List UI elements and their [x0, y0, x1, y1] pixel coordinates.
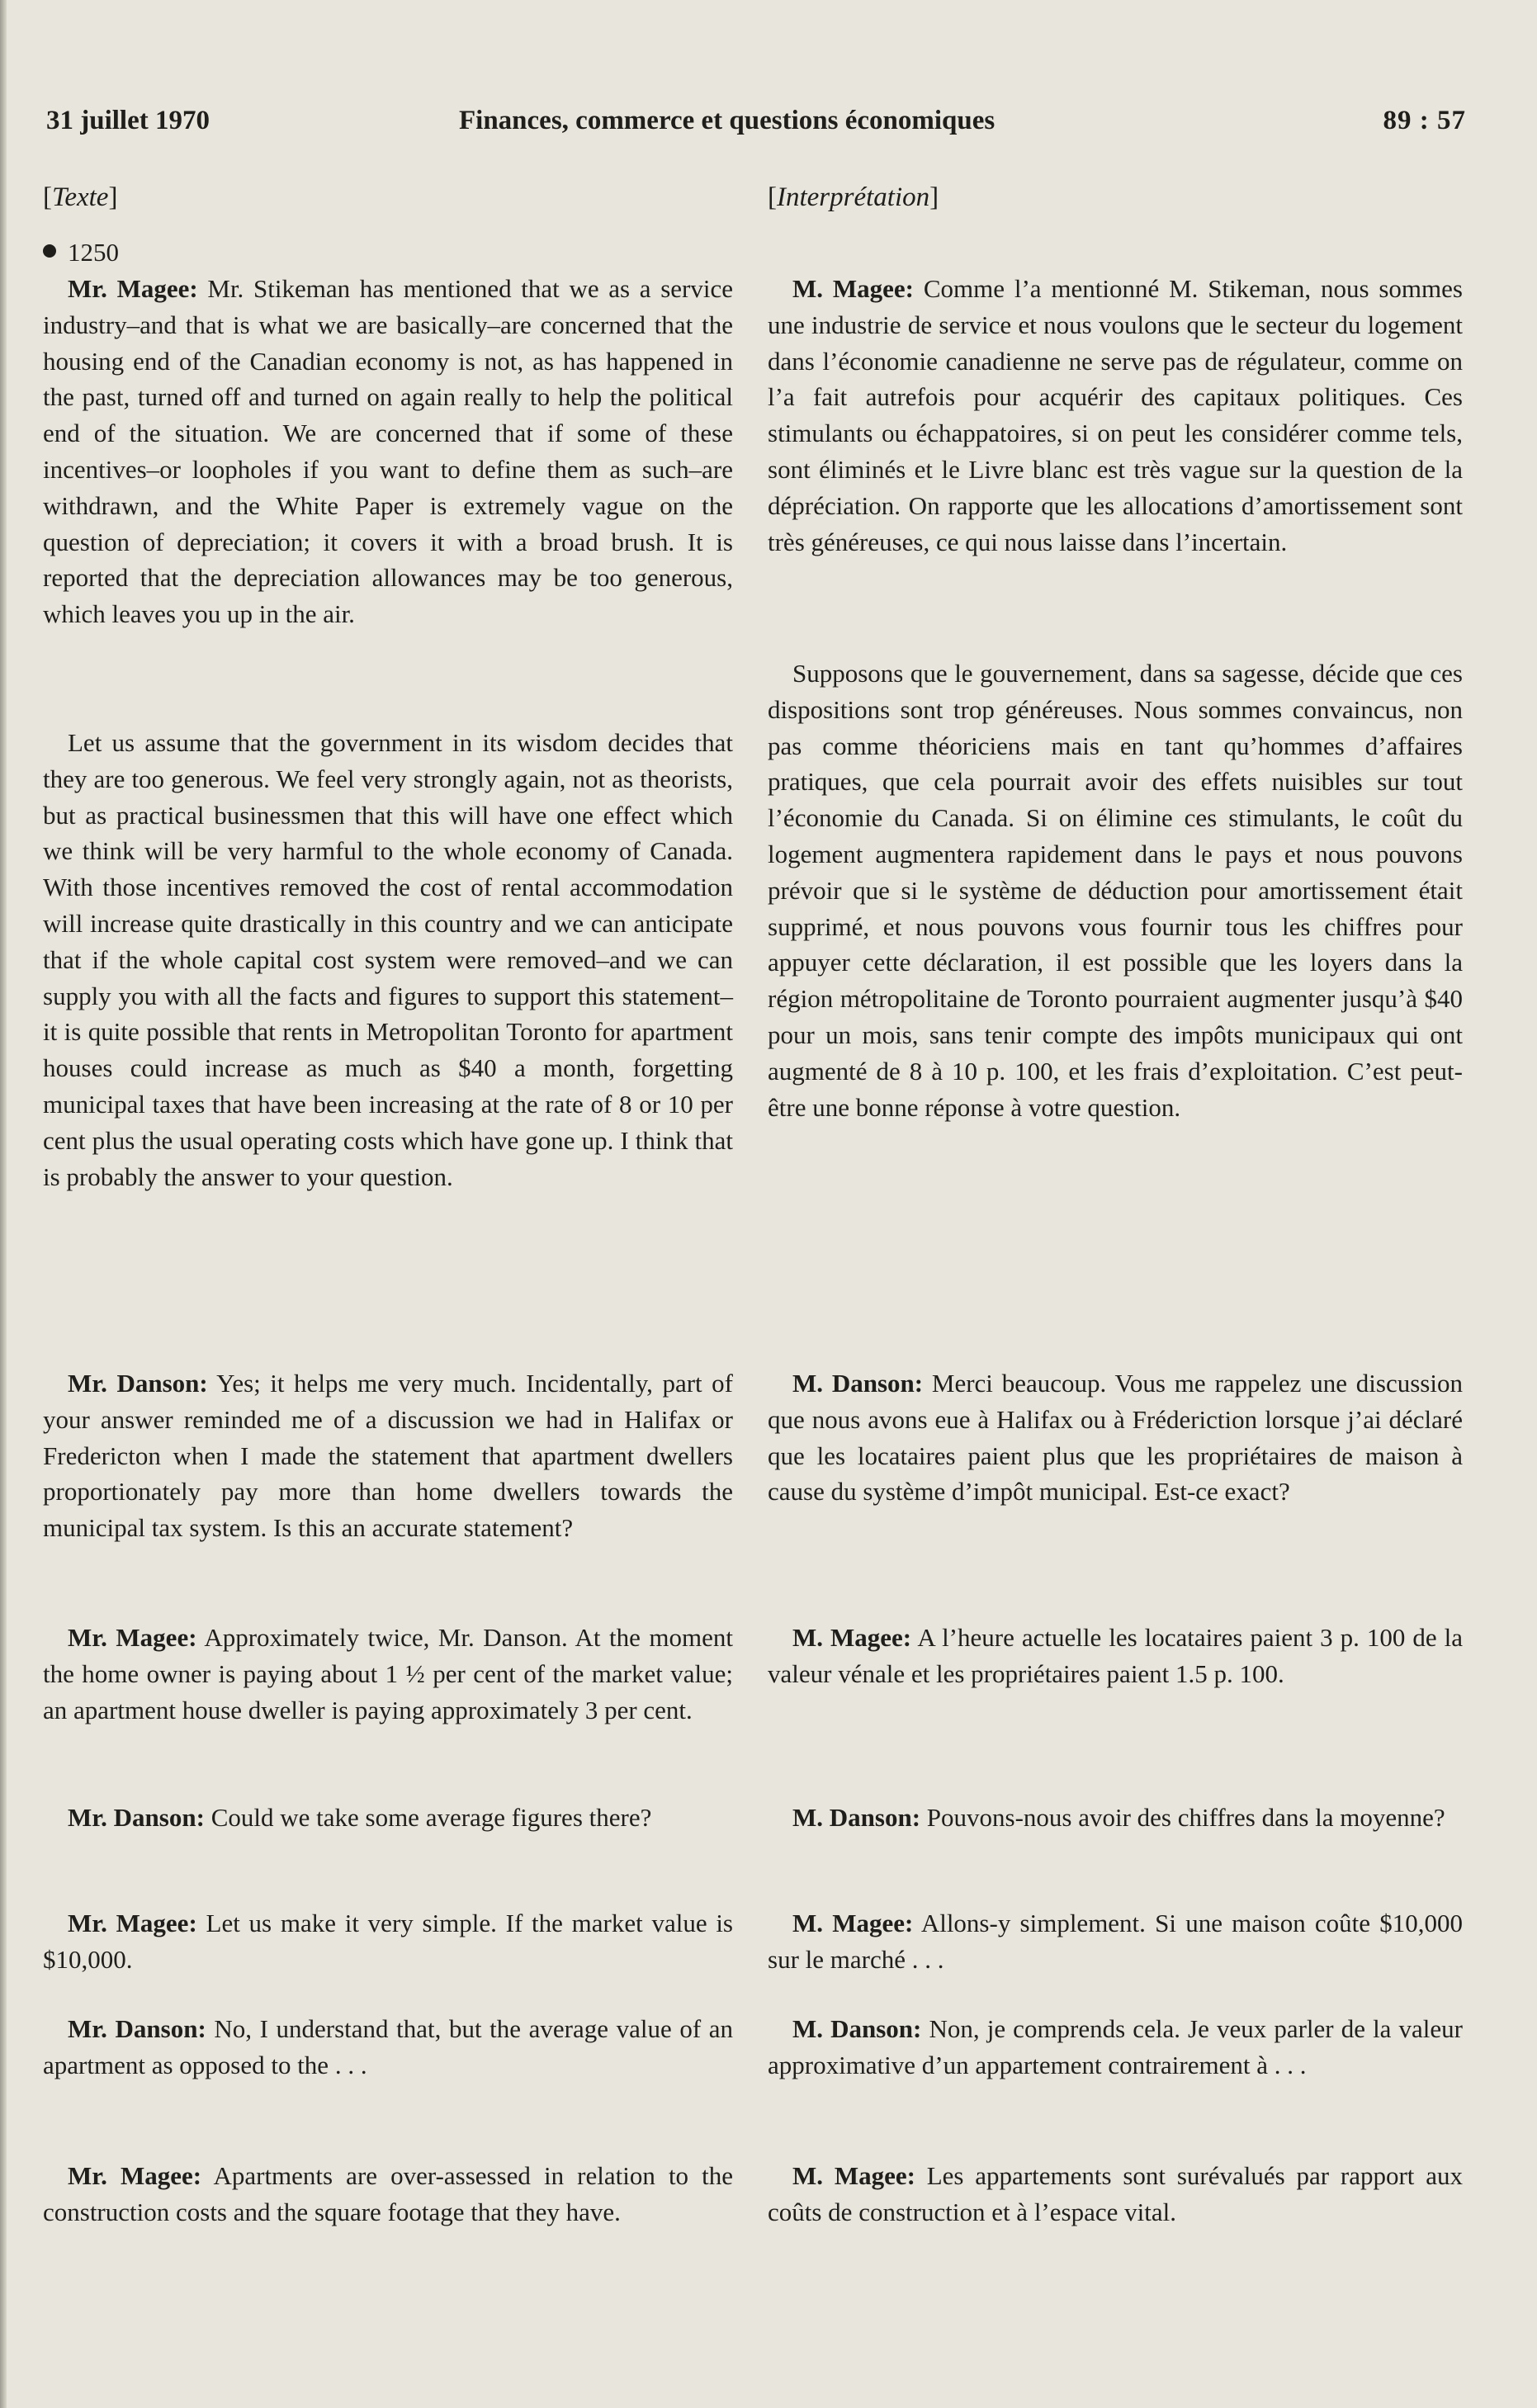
- french-paragraph: M. Magee: Les appartements sont surévalués par rapport aux coûts de construction et à l’espace vital.: [768, 2161, 1463, 2226]
- running-header: [46, 106, 1466, 147]
- english-paragraph: Let us assume that the government in its wisdom decides that they are too generous. We feel very strongly again, not as theorists, but as practical businessmen that this will have one effect which we think will be very harmful to the whole economy of Canada. With those incentives removed the cost of rental accommodation will increase quite drastically in this country and we can anticipate that if the whole capital cost system were removed–and we can supply you with all the facts and figures to support this statement–it is quite possible that rents in Metropolitan Toronto for apartment houses could increase as much as $40 a month, forgetting municipal taxes that have been increasing at the rate of 8 or 10 per cent plus the usual operating costs which have gone up. I think that is probably the answer to your question.: [43, 728, 733, 1191]
- section-label-french: [Interprétation]: [768, 182, 939, 212]
- english-paragraph: Mr. Magee: Mr. Stikeman has mentioned that we as a service industry–and that is what we are basically–are concerned that the housing end of the Canadian economy is not, as has happened in the past, turned off and turned on again really to help the political end of the situation. We are concerned that if some of these incentives–or loopholes if you want to define them as such–are withdrawn, and the White Paper is extremely vague on the question of depreciation; it covers it with a broad brush. It is reported that the depreciation allowances may be too generous, which leaves you up in the air.: [43, 274, 733, 629]
- english-paragraph: Mr. Danson: Yes; it helps me very much. Incidentally, part of your answer reminded me of a discussion we had in Halifax or Fredericton when I made the statement that apartment dwellers proportionately pay more than home dwellers towards the municipal tax system. Is this an accurate statement?: [43, 1369, 733, 1543]
- english-paragraph: Mr. Magee: Let us make it very simple. If the market value is $10,000.: [43, 1909, 733, 1974]
- page-binding-edge: [0, 0, 7, 2408]
- bullet-icon: [43, 244, 56, 258]
- french-paragraph: Supposons que le gouvernement, dans sa sagesse, décide que ces dispositions sont trop généreuses. Nous sommes convaincus, non pas comme théoriciens mais en tant qu’hommes d’affaires pratiques, que cela pourrait avoir des effets nuisibles sur tout l’économie du Canada. Si on élimine ces stimulants, le coût du logement augmentera rapidement dans le pays et nous pouvons prévoir que si le système de déduction pour amortissement était supprimé, et nous pouvons vous fournir tous les chiffres pour appuyer cette déclaration, il est possible que les loyers dans la région métropolitaine de Toronto pourraient augmenter jusqu’à $40 pour un mois, sans tenir compte des impôts municipaux qui ont augmenté de 8 à 10 p. 100, et les frais d’exploitation. C’est peut-être une bonne réponse à votre question.: [768, 659, 1463, 1122]
- time-marker: 1250: [43, 234, 733, 271]
- french-paragraph: M. Magee: Allons-y simplement. Si une maison coûte $10,000 sur le marché . . .: [768, 1909, 1463, 1974]
- french-paragraph: M. Danson: Merci beaucoup. Vous me rappelez une discussion que nous avons eue à Halifax ou à Fréderiction lorsque j’ai déclaré que les locataires paient plus que les propriétaires de maison à cause du système d’impôt municipal. Est-ce exact?: [768, 1369, 1463, 1507]
- french-paragraph: M. Danson: Pouvons-nous avoir des chiffres dans la moyenne?: [792, 1803, 1445, 1832]
- french-paragraph: M. Danson: Non, je comprends cela. Je veux parler de la valeur approximative d’un appartement contrairement à . . .: [768, 2014, 1463, 2079]
- english-paragraph: Mr. Magee: Approximately twice, Mr. Danson. At the moment the home owner is paying about 1 ½ per cent of the market value; an apartment house dweller is paying approximately 3 per cent.: [43, 1623, 734, 1724]
- french-paragraph: M. Magee: Comme l’a mentionné M. Stikeman, nous sommes une industrie de service et nous voulons que le secteur du logement dans l’économie canadienne ne serve pas de régulateur, comme on l’a fait autrefois pour acquérir des capitaux politiques. Ces stimulants ou échappatoires, si on peut les considérer comme tels, sont éliminés et le Livre blanc est très vague sur la question de la dépréciation. On rapporte que les allocations d’amortissement sont très généreuses, ce qui nous laisse dans l’incertain.: [768, 274, 1463, 556]
- header-date: 31 juillet 1970: [46, 106, 210, 135]
- french-paragraph: M. Magee: A l’heure actuelle les locataires paient 3 p. 100 de la valeur vénale et les propriétaires paient 1.5 p. 100.: [768, 1623, 1463, 1688]
- section-label-english: [Texte]: [43, 182, 118, 212]
- english-paragraph: Mr. Danson: Could we take some average figures there?: [68, 1803, 652, 1832]
- english-paragraph: Mr. Danson: No, I understand that, but the average value of an apartment as opposed to the . . .: [43, 2014, 733, 2079]
- page-number: 89 : 57: [1383, 106, 1466, 135]
- english-paragraph: Mr. Magee: Apartments are over-assessed in relation to the construction costs and the square footage that they have.: [43, 2161, 734, 2226]
- header-title: Finances, commerce et questions économiques: [459, 106, 996, 135]
